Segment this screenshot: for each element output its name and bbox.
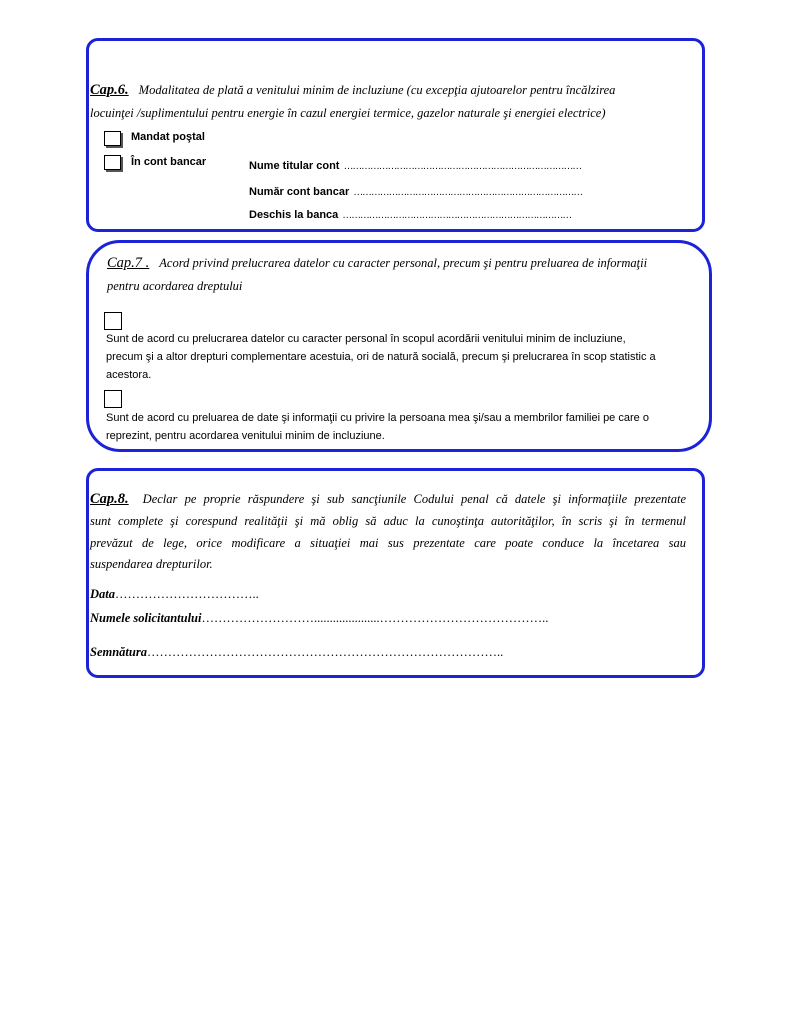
bank-name-dots: …………………………………………………………………… xyxy=(342,210,572,221)
consent-data-processing-line1: Sunt de acord cu prelucrarea datelor cu caracter personal în scopul acordării venitului minim de incluziune, xyxy=(106,333,626,345)
date-label: Data xyxy=(90,587,115,601)
applicant-name-dots: ……………………….....................………………………………….. xyxy=(201,611,549,625)
signature-field[interactable] xyxy=(90,643,503,661)
account-number-label: Număr cont bancar xyxy=(249,186,350,198)
cap6-title-line1: Cap.6. Modalitatea de plată a venitului minim de incluziune (cu excepţia ajutoarelor pentru încălzirea xyxy=(90,82,616,98)
cap8-text-line2: sunt complete şi corespund realităţii şi mă oblig să aduc la cunoştinţa autorităţilor, în scris şi în termenul xyxy=(90,514,686,528)
consent-data-retrieval-checkbox[interactable] xyxy=(104,390,122,408)
signature-dots: ………………………………………………………………………….. xyxy=(146,645,504,659)
account-holder-dots: ……………………………………………………………………… xyxy=(343,161,582,172)
cap8-text-line3: prevăzut de lege, orice modificare a situaţiei mai sus prezentate care poate conduce la încetarea sau xyxy=(90,536,686,550)
date-field[interactable] xyxy=(90,585,259,603)
postal-order-label: Mandat poştal xyxy=(131,131,205,143)
consent-data-processing-line2: precum şi a altor drepturi complementare acestuia, ori de natură socială, precum şi prelucrarea în scop statistic a xyxy=(106,351,656,363)
cap7-title-line2: pentru acordarea dreptului xyxy=(107,279,243,293)
account-holder-label: Nume titular cont xyxy=(249,160,340,172)
consent-data-processing-checkbox[interactable] xyxy=(104,312,122,330)
bank-name-field[interactable] xyxy=(249,205,571,223)
account-number-dots: …………………………………………………………………… xyxy=(353,187,583,198)
bank-account-checkbox[interactable] xyxy=(104,155,121,170)
account-number-field[interactable] xyxy=(249,182,582,200)
bank-name-label: Deschis la banca xyxy=(249,209,339,221)
bank-account-label: În cont bancar xyxy=(131,156,207,168)
date-dots: …………………………….. xyxy=(115,587,259,601)
applicant-name-label: Numele solicitantului xyxy=(90,611,202,625)
cap8-text-line4: suspendarea drepturilor. xyxy=(90,557,213,571)
account-holder-field[interactable] xyxy=(249,156,581,174)
cap6-title-line2: locuinţei /suplimentului pentru energie în cazul energiei termice, gazelor naturale şi energiei electrice) xyxy=(90,106,606,120)
applicant-name-field[interactable] xyxy=(90,609,548,627)
cap6-label: Cap.6. xyxy=(90,82,129,98)
signature-label: Semnătura xyxy=(90,645,147,659)
consent-data-retrieval-line1: Sunt de acord cu preluarea de date şi informaţii cu privire la persoana mea şi/sau a membrilor familiei pe care o xyxy=(106,412,649,424)
consent-data-retrieval-line2: reprezint, pentru acordarea venitului minim de incluziune. xyxy=(106,430,385,442)
consent-data-processing-line3: acestora. xyxy=(106,369,152,381)
cap7-label: Cap.7 . xyxy=(107,255,150,271)
postal-order-checkbox[interactable] xyxy=(104,131,121,146)
cap8-text-line1: Cap.8. Declar pe proprie răspundere şi sub sancţiunile Codului penal că datele şi informaţiile prezentate xyxy=(90,491,686,507)
cap7-title-line1: Cap.7 . Acord privind prelucrarea datelor cu caracter personal, precum şi pentru preluarea de informaţii xyxy=(107,255,648,271)
cap8-label: Cap.8. xyxy=(90,491,129,507)
